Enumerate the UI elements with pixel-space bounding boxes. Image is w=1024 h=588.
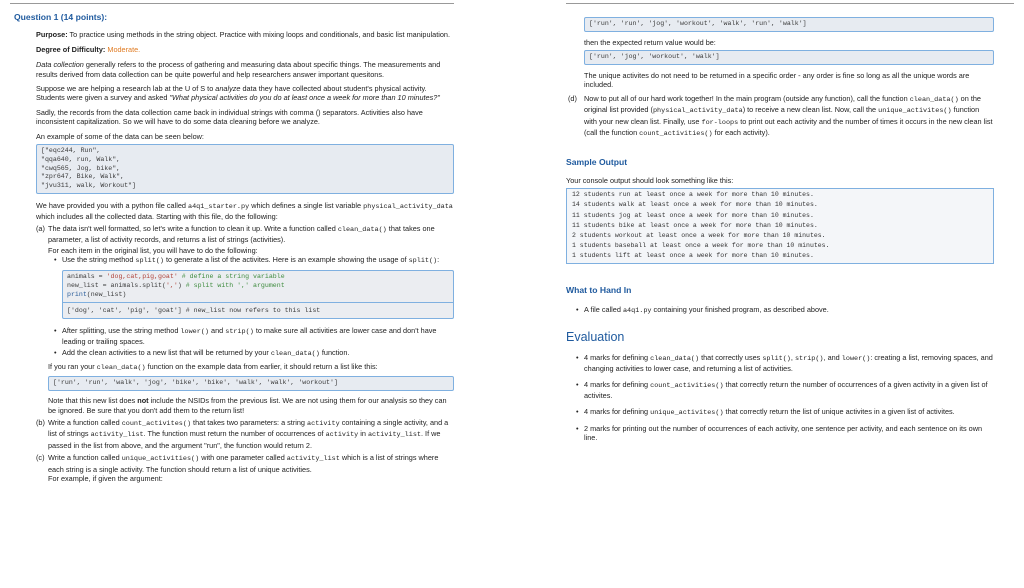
part-b-marker: (b) [36,417,45,427]
part-b-text3: containing a single activity, and a list of strings [48,417,449,439]
handin-section [566,286,994,317]
part-b-text2: that takes two parameters: a string [191,417,308,427]
split-example-code [62,270,454,301]
part-b-param3: activity [325,431,359,440]
part-a-text [48,224,454,245]
difficulty-value: Moderate. [107,44,141,54]
bullet1-text3: : [437,255,440,265]
part-a-text2: that takes one parameter, a list of activity records, and returns a list of strings (activities). [48,223,435,245]
part-c-marker: (c) [36,453,45,463]
then-text: then the expected return value would be: [584,37,716,47]
part-b-text6: . If we passed in the list from above, and the argument "run", the function would return 2. [48,429,441,450]
evaluation-section [566,330,994,443]
eval-item-3 [574,407,994,418]
e4-text: 2 marks for printing out the number of occurrences of each activity, one sentence per activity, and each sentence on its own line. [584,423,983,443]
sample-intro: Your console output should look something like this: [566,175,734,185]
part-d-text4: function with your new clean list. Finally, use [584,105,980,126]
intro-paragraph [36,60,454,79]
data-variable-name: physical_activity_data [363,203,453,212]
code-line2-string: ',' [165,282,178,290]
sample-section [566,158,994,263]
bullet-dot: • [576,423,579,433]
e3-code: unique_activites() [650,408,724,417]
difficulty-label: Degree of Difficulty: [36,44,106,54]
eval-item-1 [574,353,994,374]
example-data-box: ["eqc244, Run", "qqa640, run, Walk", "cwq565, Jog, bike", "zpr647, Bike, Walk", "jvu311, walk, Workout"] [36,144,454,194]
code-line2-comment: # split with ',' argument [185,282,285,290]
part-d-text5: to print out each activity and the number of times it occurs in the new clean list (call the function [584,116,993,138]
evaluation-title: Evaluation [566,330,625,345]
part-a-bullet-2 [52,326,454,347]
suppose-paragraph [36,84,454,103]
part-d-code5: count_activities() [639,130,713,139]
part-c-param: activity_list [286,455,340,464]
part-a-text1: The data isn't well formatted, so let's write a function to clean it up. Write a function called [48,223,338,233]
e1-text-c: , [790,352,795,362]
bullet-dot: • [576,352,579,362]
bullet3-text2: function. [319,348,350,358]
starter-filename: a4q1_starter.py [187,203,250,212]
if-run-text2: function on the example data from earlier, it should return a list like this: [145,361,378,371]
part-c-example: For example, if given the argument: [48,473,163,483]
suppose-text-b: data they have collected about student's physical activity. Students were given a survey and asked [36,84,427,103]
bullet2-text1: After splitting, use the string method [62,325,181,335]
sample-title: Sample Output [566,157,628,168]
purpose-label: Purpose: [36,30,68,40]
part-c-function: unique_activities() [121,455,200,464]
difficulty [36,45,454,54]
part-b-param2: activity_list [90,431,144,440]
bullet-dot: • [576,379,579,389]
right-page [566,0,994,588]
provided-text-b: which defines a single list variable [249,201,364,211]
e3-text-a: 4 marks for defining [584,406,651,416]
part-d-code1: clean_data() [909,95,959,104]
bullet-dot: • [576,305,579,315]
handin-text1: A file called [584,305,623,315]
part-d-code4: for-loops [701,118,739,127]
e3-text-b: that correctly return the list of unique activites in a given list of activites. [723,406,955,416]
part-d-code3: unique_activites() [878,107,952,116]
intro-term: Data collection [36,60,84,70]
part-d-text3: ) to receive a new clean list. Now, call the [742,105,879,115]
bullet1-code: split() [135,257,164,266]
note-text2: include the NSIDs from the previous list. We are not using them for our analysis so they can be ignored. Be sure that you don't add them to the return list! [48,396,447,415]
bullet2-code1: lower() [180,327,209,336]
bullet1-text1: Use the string method [62,255,136,265]
eval-item-2 [574,380,994,401]
part-c [36,453,454,483]
unique-list-box: ['run', 'jog', 'workout', 'walk'] [584,50,994,65]
code-line2-b: ) [177,282,186,290]
split-example-output: ['dog', 'cat', 'pig', 'goat'] # new_list now refers to this list [62,302,454,319]
if-run-code: clean_data() [96,363,146,372]
sample-output-box: 12 students run at least once a week for more than 10 minutes. 14 students walk at least once a week for more than 10 minutes. 11 students jog at least once a week for more than 10 minutes. 11 students bike at least once a week for more than 10 minutes. 2 students workout at least once a week for more than 10 minutes. 1 students baseball at least once a week for more than 10 minutes. 1 students lift at least once a week for more than 10 minutes. [566,188,994,263]
code-line2-a: new_list = animals.split( [67,282,166,290]
if-run-text1: If you ran your [48,361,97,371]
bullet1-code2: split() [408,257,438,266]
e2-text-b: that correctly return the number of occurrences of a given activity in a given list of activites. [584,379,988,401]
e1-code3: strip() [794,354,824,363]
part-d [566,94,994,140]
bullet1-text2: to generate a list of the activites. Here is an example showing the usage of [163,255,409,265]
handin-item [574,305,994,316]
e1-text-d: , and [823,352,842,362]
part-a-bullet-3 [52,348,454,359]
part-b-param4: activity_list [367,431,421,440]
part-a-bullet-1 [52,255,454,319]
part-d-code2: physical_activity_data [652,107,743,116]
bullet2-code2: strip() [225,327,254,336]
provided-text-c: which includes all the collected data. Starting with this file, do the following: [36,212,278,222]
bullet-dot: • [54,348,57,358]
part-a-function: clean_data() [337,225,387,234]
provided-paragraph [36,201,454,222]
part-b-function: count_activites() [121,419,192,428]
part-c-text1: Write a function called [48,453,122,463]
e2-text-a: 4 marks for defining [584,379,651,389]
evaluation-list [574,353,994,443]
part-c-text3: which is a list of strings where each string is a single activity. The function should return a list of unique activities. [48,453,439,474]
purpose [36,30,454,39]
question-title: Question 1 (14 points): [14,12,108,22]
bullet-dot: • [54,325,57,335]
e2-code: count_activities() [650,381,724,390]
code-line3-print: print [67,291,87,299]
handin-text2: containing your finished program, as described above. [651,305,829,315]
handin-filename: a4q1.py [622,307,652,316]
given-list-box: ['run', 'run', 'jog', 'workout', 'walk', 'run', 'walk'] [584,17,994,32]
e1-text-b: that correctly uses [699,352,763,362]
part-b [36,418,454,450]
if-run-text [48,362,454,373]
part-c-continued [566,17,994,90]
part-a-marker: (a) [36,223,45,233]
e1-code1: clean_data() [650,354,700,363]
code-line3-b: (new_list) [86,291,127,299]
code-line1-string: 'dog,cat,pig,goat' [106,273,178,281]
part-b-text1: Write a function called [48,417,122,427]
clean-result-box: ['run', 'run', 'walk', 'jog', 'bike', 'bike', 'walk', 'walk', 'workout'] [48,376,454,391]
suppose-text-a: Suppose we are helping a research lab at the U of S to [36,84,216,94]
part-d-text1: Now to put all of our hard work together! In the main program (outside any function), call the function [584,93,910,103]
part-a-for-each: For each item in the original list, you will have to do the following: [48,245,258,255]
question-body [36,30,454,483]
bullet2-text3: to make sure all activities are lower case and don't have leading or trailing spaces. [62,325,437,347]
bullet-dot: • [54,255,57,265]
bullet2-text2: and [209,325,226,335]
e1-text-e: : creating a list, removing spaces, and changing activities to lower case, and returning a list of activities. [584,352,993,374]
provided-text-a: We have provided you with a python file called [36,201,188,211]
suppose-analyze: analyze [215,84,241,94]
bullet-dot: • [576,406,579,416]
survey-question: "What physical activities do you do at least once a week for more than 10 minutes?" [169,93,440,103]
part-c-text2: with one parameter called [199,453,287,463]
part-d-text2: on the original list provided ( [584,93,981,115]
bullet3-code: clean_data() [270,350,320,359]
part-d-text6: for each activity). [712,128,770,138]
e1-code4: lower() [841,354,871,363]
code-line1-comment: # define a string variable [177,273,285,281]
sadly-paragraph: Sadly, the records from the data collection came back in individual strings with comma () separators. Activities also have inconsistent capitalization. So we will have to do some data cleaning before we analyze. [36,107,423,127]
note-text [48,396,454,415]
example-intro: An example of some of the data can be seen below: [36,131,204,141]
code-line1-a: animals = [67,273,107,281]
part-d-marker: (d) [568,93,577,103]
unique-note: The unique activites do not need to be returned in a specific order - any order is fine so long as all the unique words are included. [584,71,970,90]
e1-text-a: 4 marks for defining [584,352,651,362]
part-b-param1: activity [307,419,340,428]
note-bold: not [137,396,149,406]
handin-title: What to Hand In [566,284,632,295]
purpose-text: To practice using methods in the string object. Practice with mixing loops and conditionals, and basic list manipulation. [69,30,450,40]
left-page [14,0,454,588]
note-text1: Note that this new list does [48,396,138,406]
bullet3-text1: Add the clean activities to a new list that will be returned by your [62,348,271,358]
eval-item-4 [574,424,994,443]
part-b-text4: . The function must return the number of occurrences of [143,429,326,439]
intro-text: generally refers to the process of gathering and measuring data about specific things. The measurements and results derived from data collection can be quite powerful and help researchers answer important quesitons. [36,60,441,79]
part-b-text5: in [358,429,368,439]
e1-code2: split() [762,354,791,363]
part-a [36,224,454,415]
